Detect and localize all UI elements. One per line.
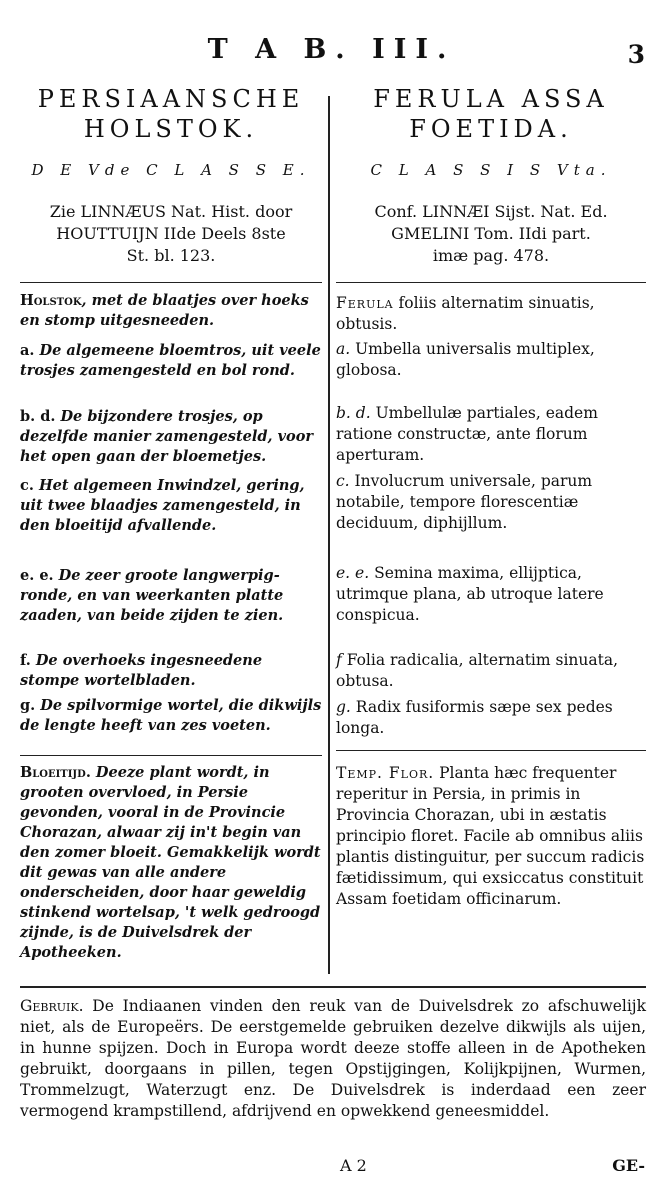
dutch-item: g. De spilvormige wortel, die dikwijls de lengte heeft van zes voeten.: [20, 697, 322, 734]
latin-item: Ferula foliis alternatim sinuatis, obtusis.: [336, 294, 595, 333]
dutch-item: c. Het algemeen Inwindzel, gering, uit twee blaadjes zamengesteld, in den bloeitijd afvallende.: [20, 477, 305, 534]
dutch-ref-line1: Zie LINNÆUS Nat. Hist. door: [49, 202, 293, 221]
gebruik-rule: [20, 986, 646, 988]
dutch-item: a. De algemeene bloemtros, uit veele trosjes zamengesteld en bol rond.: [20, 342, 321, 379]
dutch-item: f. De overhoeks ingesneedene stompe wortelbladen.: [20, 652, 263, 689]
dutch-title-line1: PERSIAANSCHE: [37, 85, 305, 113]
dutch-flowering-rule: [20, 755, 322, 756]
latin-item: e. e. Semina maxima, ellijptica, utrimque plana, ab utroque latere conspicua.: [336, 564, 604, 624]
dutch-item: Holstok, met de blaatjes over hoeks en stomp uitgesneeden.: [20, 292, 309, 329]
page-number: 3: [627, 40, 645, 69]
column-divider: [328, 96, 330, 974]
latin-classis: C L A S S I S Vta.: [370, 161, 612, 179]
catchword: GE-: [612, 1156, 645, 1175]
latin-items: [336, 0, 646, 1000]
dutch-item: e. e. De zeer groote langwerpig-ronde, en van weerkanten platte zaaden, van beide zijden te zien.: [20, 567, 284, 624]
latin-title-line1: FERULA ASSA: [373, 85, 609, 113]
latin-ref-line1: Conf. LINNÆI Sijst. Nat. Ed.: [374, 202, 608, 221]
running-title: T A B. III.: [207, 34, 456, 65]
dutch-section-rule: [20, 282, 322, 283]
latin-ref-line3: imæ pag. 478.: [432, 246, 550, 265]
latin-item: f Folia radicalia, alternatim sinuata, obtusa.: [336, 651, 619, 690]
latin-ref-line2: GMELINI Tom. IIdi part.: [391, 224, 591, 243]
dutch-classe: D E Vde C L A S S E.: [31, 161, 311, 179]
latin-item: c. Involucrum universale, parum notabile, tempore florescentiæ deciduum, diphijllum.: [336, 472, 593, 532]
gebruik-paragraph: [20, 996, 646, 1122]
latin-item: Temp. Flor. Planta hæc frequenter reperitur in Persia, in primis in Provincia Chorazan, ubi in æstatis principio floret. Facile ab omnibus aliis plantis distinguitur, per succum radicis fætidissimum, qui exsiccatus constituit Assam foetidam officinarum.: [336, 764, 645, 908]
latin-section-rule: [336, 282, 646, 283]
page-footer: [0, 1156, 663, 1180]
dutch-ref-line2: HOUTTUIJN IIde Deels 8ste: [56, 224, 286, 243]
gebruik-text: De Indiaanen vinden den reuk van de Duivelsdrek zo afschuwelijk niet, als de Europeërs. De eerstgemelde gebruiken dezelve dikwijls als uijen, in hunne spijzen. Doch in Europa wordt deeze stoffe alleen in de Apotheken gebruikt, doorgaans in pillen, tegen Opstijgingen, Kolijkpijnen, Wurmen, Trommelzugt, Waterzugt enz. De Duivelsdrek is inderdaad een zeer vermogend krampstillend, afdrijvend en opwekkend geneesmiddel.: [20, 997, 646, 1120]
gebruik-lead: Gebruik.: [20, 997, 84, 1015]
latin-item: g. Radix fusiformis sæpe sex pedes longa.: [336, 698, 613, 737]
dutch-item: b. d. De bijzondere trosjes, op dezelfde manier zamengesteld, voor het open gaan der bloemetjes.: [20, 408, 314, 465]
latin-title-line2: FOETIDA.: [409, 115, 573, 143]
latin-item: b. d. Umbellulæ partiales, eadem ratione constructæ, ante florum aperturam.: [336, 404, 598, 464]
dutch-ref-line3: St. bl. 123.: [126, 246, 216, 265]
dutch-item: Bloeitijd. Deeze plant wordt, in grooten overvloed, in Persie gevonden, vooral in de Provincie Chorazan, alwaar zij in't begin van den zomer bloeit. Gemakkelijk wordt dit gewas van alle andere onderscheiden, door haar geweldig stinkend wortelsap, 't welk gedroogd zijnde, is de Duivelsdrek der Apotheeken.: [20, 764, 321, 961]
dutch-items: [20, 0, 322, 1000]
latin-flowering-rule: [336, 750, 646, 751]
signature-mark: A 2: [340, 1156, 367, 1175]
latin-item: a. Umbella universalis multiplex, globosa.: [336, 340, 595, 379]
dutch-title-line2: HOLSTOK.: [83, 115, 259, 143]
